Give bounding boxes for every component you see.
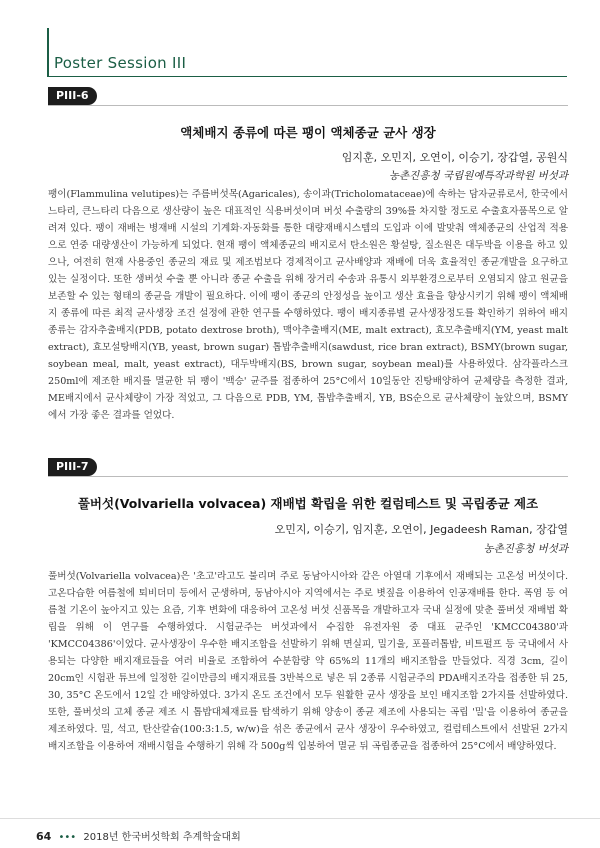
conference-name: 2018년 한국버섯학회 추계학술대회	[83, 832, 241, 843]
abstract-tag: PIII-6	[48, 87, 97, 105]
abstract-title: 풀버섯(Volvariella volvacea) 재배법 확립을 위한 컬럼테스트 및 곡립종균 제조	[77, 496, 539, 511]
abstract-tag-line	[48, 105, 568, 106]
abstract-body: 풀버섯(Volvariella volvacea)은 '초고'라고도 불리며 주로 동남아시아와 같은 아열대 기후에서 재배되는 고온성 버섯이다. 고온다습한 여름철에 퇴비더미 등에서 군생하며, 동남아시아 지역에서는 주로 볏짚을 이용하여 인공재배를 한다. 폭염 등 여름철 기온이 높아지고 있는 요즘, 기후 변화에 대응하여 고온성 버섯 신품목을 개발하고자 국내 실정에 맞춘 풀버섯 재배법 확립을 위해 이 연구를 수행하였다. 시험균주는 버섯과에서 수집한 유전자원 중 대표 균주인 'KMCC04380'과 'KMCC04386'이었다. 균사생장이 우수한 배지조합을 선발하기 위해 면실피, 밀기울, 포플러톱밥, 비트펄프 등 국내에서 사용되는 다양한 배지재료들을 여러 비율로 조합하여 수분함량 약 65%의 11개의 배지조합을 만들었다. 직경 3cm, 길이 20cm인 시험관 튜브에 일정한 길이만큼의 배지재료를 3반복으로 넣은 뒤 2종류 시험균주의 PDA배지조각을 접종한 뒤 25, 30, 35°C 온도에서 12일 간 배양하였다. 3가지 온도 조건에서 모두 원활한 균사 생장을 보인 배지조합 2가지를 선발하였다. 또한, 풀버섯의 고체 종균 제조 시 톱밥대체재료를 탐색하기 위해 양송이 종균 제조에 사용되는 곡립 '밀'을 이용하여 종균을 제조하였다. 밀, 석고, 탄산칼슘(100:3:1.5, w/w)을 섞은 종균에서 균사 생장이 우수하였고, 컬럼테스트에서 선발된 2가지 배지조합을 이용하여 재배시험을 수행하기 위해 각 500g씩 입봉하여 멸균 뒤 곡립종균을 접종하여 25°C에서 배양하였다.	[48, 571, 568, 752]
abstract-authors: 임지훈, 오민지, 오연이, 이승기, 장갑열, 공원식	[341, 151, 568, 164]
session-rule-vertical	[47, 28, 49, 76]
session-rule-horizontal	[47, 76, 567, 77]
page-footer	[36, 828, 241, 843]
abstract-tag-line	[48, 476, 568, 477]
footer-dots: •••	[58, 832, 77, 843]
footer-rule	[0, 818, 600, 819]
session-title: Poster Session III	[54, 54, 187, 72]
abstract-authors: 오민지, 이승기, 임지훈, 오연이, Jegadeesh Raman, 장갑열	[274, 523, 568, 536]
page-number: 64	[36, 830, 52, 843]
abstract-title: 액체배지 종류에 따른 팽이 액체종균 균사 생장	[180, 125, 436, 140]
abstract-affiliation: 농촌진흥청 국립원예특작과학원 버섯과	[388, 170, 568, 182]
abstract-tag: PIII-7	[48, 458, 97, 476]
abstract-affiliation: 농촌진흥청 버섯과	[483, 543, 568, 555]
abstract-body: 팽이(Flammulina velutipes)는 주름버섯목(Agaricales), 송이과(Tricholomataceae)에 속하는 담자균류로서, 한국에서 느타리, 큰느타리 다음으로 생산량이 높은 대표적인 식용버섯이며 버섯 수출량의 39%를 차지할 정도로 수출효자품목으로 알려져 있다. 팽이 재배는 병재배 시설의 기계화·자동화를 통한 대량재배시스템의 도입과 이에 발맞춰 액체종균의 산업적 적용으로 연중 대량생산이 가능하게 되었다. 현재 팽이 액체종균의 배지로서 탄소원은 황설탕, 질소원은 대두박을 이용을 하고 있으나, 여전히 현재 사용중인 종균의 재료 및 제조법보다 경제적이고 균사배양과 재배에 더욱 효율적인 종균개발을 요구하고 있는 실정이다. 또한 생버섯 수출 뿐 아니라 종균 수출을 위해 장거리 수송과 유통시 외부환경으로부터 오염되지 않고 원균을 보존할 수 있는 형태의 종균을 개발이 필요하다. 이에 팽이 종균의 안정성을 높이고 생산 효율을 향상시키기 위해 팽이 액체배지 종류에 따른 최적 균사생장 조건 설정에 관한 연구를 수행하였다. 팽이 배지종류별 균사생장정도를 확인하기 위하여 배지종류는 감자추출배지(PDB, potato dextrose broth), 맥아추출배지(ME, malt extract), 효모추출배지(YM, yeast malt extract), 효모설탕배지(YB, yeast, brown sugar) 톱밥추출배지(sawdust, rice bran extract), BSMY(brown sugar, soybean meal, malt, yeast extract), 대두박배지(BS, brown sugar, soybean meal)를 사용하였다. 삼각플라스크 250ml에 제조한 배지를 멸균한 뒤 팽이 '백승' 균주를 접종하여 25°C에서 10일동안 진탕배양하여 균체량을 측정한 결과, ME배지에서 균사체량이 가장 적었고, 그 다음으로 PDB, YM, 톱밥추출배지, YB, BS순으로 균사체량이 높았으며, BSMY에서 가장 좋은 결과를 얻었다.	[48, 189, 568, 421]
